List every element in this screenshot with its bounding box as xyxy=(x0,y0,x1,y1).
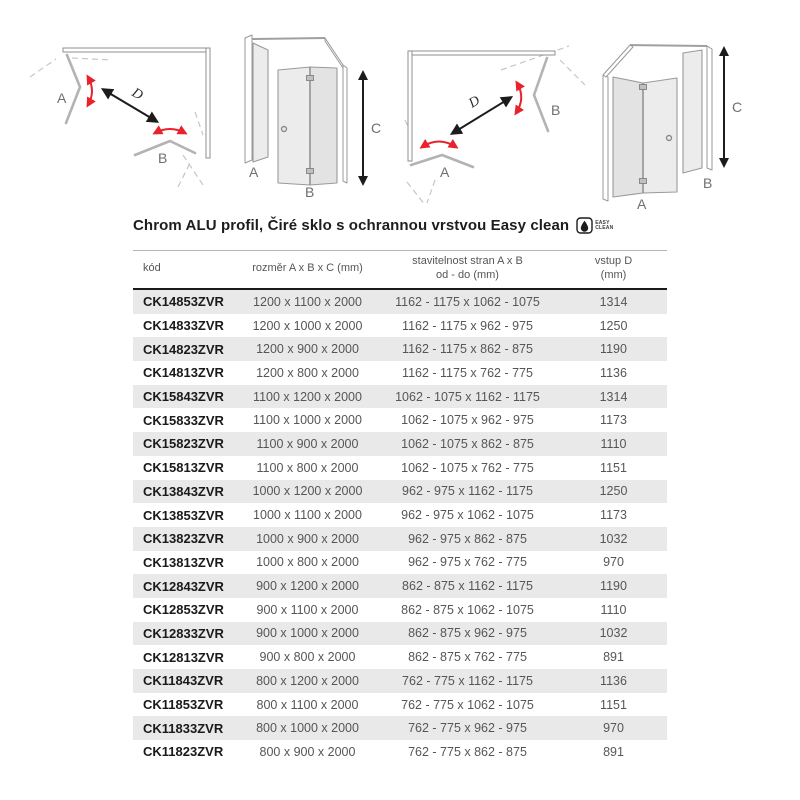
adjust-cell: 762 - 775 x 862 - 875 xyxy=(408,744,527,759)
size-cell: 1200 x 900 x 2000 xyxy=(256,342,359,357)
hinge-top xyxy=(307,76,314,81)
size-cell: 800 x 1000 x 2000 xyxy=(256,721,359,736)
entry-cell: 1250 xyxy=(599,318,628,333)
size-cell: 800 x 1200 x 2000 xyxy=(256,673,359,688)
wall-profile-left xyxy=(245,35,252,163)
plan-view-left-diagram xyxy=(30,25,230,215)
adjust-cell: 762 - 775 x 962 - 975 xyxy=(408,721,527,736)
code-cell: CK12813ZVR xyxy=(143,649,224,665)
top-rail xyxy=(630,45,707,46)
entry-cell: 891 xyxy=(603,744,624,759)
table-row xyxy=(133,503,667,527)
code-cell: CK13813ZVR xyxy=(143,554,224,570)
size-cell: 800 x 1100 x 2000 xyxy=(256,697,359,712)
table-row xyxy=(133,361,667,385)
code-cell: CK14833ZVR xyxy=(143,318,224,334)
adjust-cell: 962 - 975 x 762 - 775 xyxy=(408,555,527,570)
label-d: D xyxy=(129,85,146,104)
size-cell: 1000 x 1100 x 2000 xyxy=(253,508,362,523)
wall-profile-right xyxy=(343,65,347,183)
entry-cell: 1190 xyxy=(600,342,627,357)
code-cell: CK11853ZVR xyxy=(143,697,224,713)
table-row xyxy=(133,693,667,717)
adjust-cell: 962 - 975 x 862 - 875 xyxy=(408,531,527,546)
header-size: rozměr A x B x C (mm) xyxy=(240,251,375,290)
table-row xyxy=(133,622,667,646)
code-cell: CK11843ZVR xyxy=(143,673,224,689)
size-cell: 900 x 800 x 2000 xyxy=(259,650,356,665)
size-cell: 1000 x 800 x 2000 xyxy=(256,555,359,570)
iso-view-left-diagram xyxy=(232,18,392,218)
table-row xyxy=(133,574,667,598)
entry-cell: 1151 xyxy=(600,460,627,475)
wall-right xyxy=(206,48,210,158)
adjust-cell: 1162 - 1175 x 762 - 775 xyxy=(402,365,533,380)
size-cell: 900 x 1000 x 2000 xyxy=(256,626,359,641)
table-row xyxy=(133,432,667,456)
swing-arc-a xyxy=(88,77,92,105)
adjust-cell: 862 - 875 x 762 - 775 xyxy=(408,650,527,665)
label-b: B xyxy=(158,150,168,166)
wall-left xyxy=(408,51,412,161)
wall-profile-right xyxy=(707,46,712,170)
size-cell: 1100 x 1200 x 2000 xyxy=(253,389,362,404)
entry-cell: 891 xyxy=(603,650,624,665)
entry-cell: 1173 xyxy=(600,508,627,523)
title-row xyxy=(133,217,613,234)
wall-profile-left xyxy=(603,75,608,201)
size-cell: 1100 x 800 x 2000 xyxy=(256,460,359,475)
table-header xyxy=(133,251,667,290)
bifold-panel-left xyxy=(278,67,310,185)
label-c: C xyxy=(732,99,743,115)
entry-cell: 1032 xyxy=(599,531,628,546)
header-entry xyxy=(560,251,667,290)
header-entry-line2: (mm) xyxy=(600,268,627,281)
swing-arc-a xyxy=(422,142,456,148)
adjust-cell: 862 - 875 x 962 - 975 xyxy=(408,626,527,641)
folding-door-b xyxy=(534,58,548,131)
hinge-top xyxy=(640,85,647,90)
diagonal-dimension-arrow-d xyxy=(453,98,510,133)
size-cell: 1200 x 1000 x 2000 xyxy=(252,318,363,333)
label-c: C xyxy=(371,120,382,136)
size-cell: 1200 x 1100 x 2000 xyxy=(253,294,362,309)
label-b: B xyxy=(703,175,713,191)
entry-cell: 1314 xyxy=(599,294,628,309)
entry-cell: 1151 xyxy=(600,697,627,712)
label-a: A xyxy=(637,196,647,212)
hinge-bottom xyxy=(640,179,647,184)
code-cell: CK14813ZVR xyxy=(143,365,224,381)
table-row xyxy=(133,669,667,693)
code-cell: CK12833ZVR xyxy=(143,625,224,641)
code-cell: CK15813ZVR xyxy=(143,460,224,476)
code-cell: CK13853ZVR xyxy=(143,507,224,523)
table-row xyxy=(133,645,667,669)
header-adjust xyxy=(375,251,560,290)
header-adjust-line1: stavitelnost stran A x B xyxy=(412,254,523,267)
adjust-cell: 962 - 975 x 1162 - 1175 xyxy=(402,484,533,499)
swing-arc-b xyxy=(155,129,185,133)
size-cell: 900 x 1100 x 2000 xyxy=(256,602,359,617)
entry-cell: 970 xyxy=(603,555,624,570)
adjust-cell: 862 - 875 x 1162 - 1175 xyxy=(402,579,533,594)
adjust-cell: 762 - 775 x 1062 - 1075 xyxy=(401,697,534,712)
entry-cell: 1110 xyxy=(600,602,627,617)
table-row xyxy=(133,385,667,409)
code-cell: CK13843ZVR xyxy=(143,483,224,499)
size-cell: 1000 x 1200 x 2000 xyxy=(252,484,363,499)
adjust-cell: 1162 - 1175 x 962 - 975 xyxy=(402,318,533,333)
wall-profile-back xyxy=(603,45,633,77)
size-cell: 1000 x 900 x 2000 xyxy=(256,531,359,546)
label-b: B xyxy=(551,102,561,118)
label-a: A xyxy=(440,164,450,180)
label-d: D xyxy=(466,93,483,112)
entry-cell: 1314 xyxy=(599,389,628,404)
table-row xyxy=(133,337,667,361)
table-row xyxy=(133,551,667,575)
bifold-panel-left xyxy=(613,77,643,197)
entry-cell: 1250 xyxy=(599,484,628,499)
adjust-cell: 1062 - 1075 x 762 - 775 xyxy=(401,460,534,475)
code-cell: CK15833ZVR xyxy=(143,412,224,428)
code-cell: CK14853ZVR xyxy=(143,294,224,310)
header-entry-line1: vstup D xyxy=(594,254,633,267)
hinge-bottom xyxy=(307,169,314,174)
table-row xyxy=(133,598,667,622)
plan-view-right-diagram xyxy=(395,25,595,215)
entry-cell: 1110 xyxy=(600,436,627,451)
bifold-panel-right xyxy=(310,67,337,185)
table-row xyxy=(133,408,667,432)
side-panel-b xyxy=(683,50,702,173)
code-cell: CK12853ZVR xyxy=(143,602,224,618)
code-cell: CK12843ZVR xyxy=(143,578,224,594)
code-cell: CK15823ZVR xyxy=(143,436,224,452)
code-cell: CK14823ZVR xyxy=(143,341,224,357)
code-cell: CK13823ZVR xyxy=(143,531,224,547)
table-row xyxy=(133,716,667,740)
adjust-cell: 962 - 975 x 1062 - 1075 xyxy=(401,508,534,523)
entry-cell: 1032 xyxy=(599,626,628,641)
adjust-cell: 1062 - 1075 x 962 - 975 xyxy=(401,413,534,428)
entry-cell: 1190 xyxy=(600,579,627,594)
spec-table xyxy=(133,250,667,764)
badge-text xyxy=(595,221,613,231)
adjust-cell: 1062 - 1075 x 862 - 875 xyxy=(401,436,534,451)
entry-cell: 1173 xyxy=(600,413,627,428)
size-cell: 1200 x 800 x 2000 xyxy=(256,365,359,380)
folding-door-a xyxy=(66,55,80,123)
wall-profile-back xyxy=(325,38,343,68)
adjust-cell: 1062 - 1075 x 1162 - 1175 xyxy=(395,389,540,404)
iso-view-right-diagram xyxy=(593,18,763,218)
page-title: Chrom ALU profil, Čiré sklo s ochrannou vrstvou Easy clean xyxy=(133,217,570,234)
swing-dashed-lines xyxy=(30,58,203,187)
side-panel-a xyxy=(253,43,268,162)
table-row xyxy=(133,480,667,504)
swing-arc-b xyxy=(516,83,521,113)
wall-top xyxy=(408,51,555,55)
code-cell: CK11823ZVR xyxy=(143,744,224,760)
code-cell: CK15843ZVR xyxy=(143,389,224,405)
code-cell: CK11833ZVR xyxy=(143,720,224,736)
top-rail xyxy=(252,38,325,39)
table-row xyxy=(133,527,667,551)
badge-line2: CLEAN xyxy=(595,224,614,231)
easy-clean-badge xyxy=(576,217,613,234)
label-b: B xyxy=(305,184,315,200)
size-cell: 1100 x 1000 x 2000 xyxy=(253,413,362,428)
swing-dashed-lines xyxy=(405,46,585,205)
table-body xyxy=(133,289,667,764)
badge-line1: EASY xyxy=(595,219,610,226)
entry-cell: 970 xyxy=(603,721,624,736)
header-code: kód xyxy=(133,251,240,290)
label-a: A xyxy=(57,90,67,106)
header-adjust-line2: od - do (mm) xyxy=(436,268,499,281)
entry-cell: 1136 xyxy=(600,673,627,688)
table-row xyxy=(133,314,667,338)
adjust-cell: 1162 - 1175 x 1062 - 1075 xyxy=(395,294,540,309)
adjust-cell: 762 - 775 x 1162 - 1175 xyxy=(402,673,533,688)
entry-cell: 1136 xyxy=(600,365,627,380)
adjust-cell: 1162 - 1175 x 862 - 875 xyxy=(402,342,533,357)
table-row xyxy=(133,289,667,314)
size-cell: 1100 x 900 x 2000 xyxy=(256,436,359,451)
table-row xyxy=(133,740,667,764)
adjust-cell: 862 - 875 x 1062 - 1075 xyxy=(401,602,534,617)
table-row xyxy=(133,456,667,480)
label-a: A xyxy=(249,164,259,180)
size-cell: 900 x 1200 x 2000 xyxy=(256,579,359,594)
droplet-icon xyxy=(576,217,593,234)
size-cell: 800 x 900 x 2000 xyxy=(259,744,356,759)
bifold-panel-right xyxy=(643,78,677,193)
diagonal-dimension-arrow-d xyxy=(104,90,156,121)
wall-top xyxy=(63,48,210,52)
